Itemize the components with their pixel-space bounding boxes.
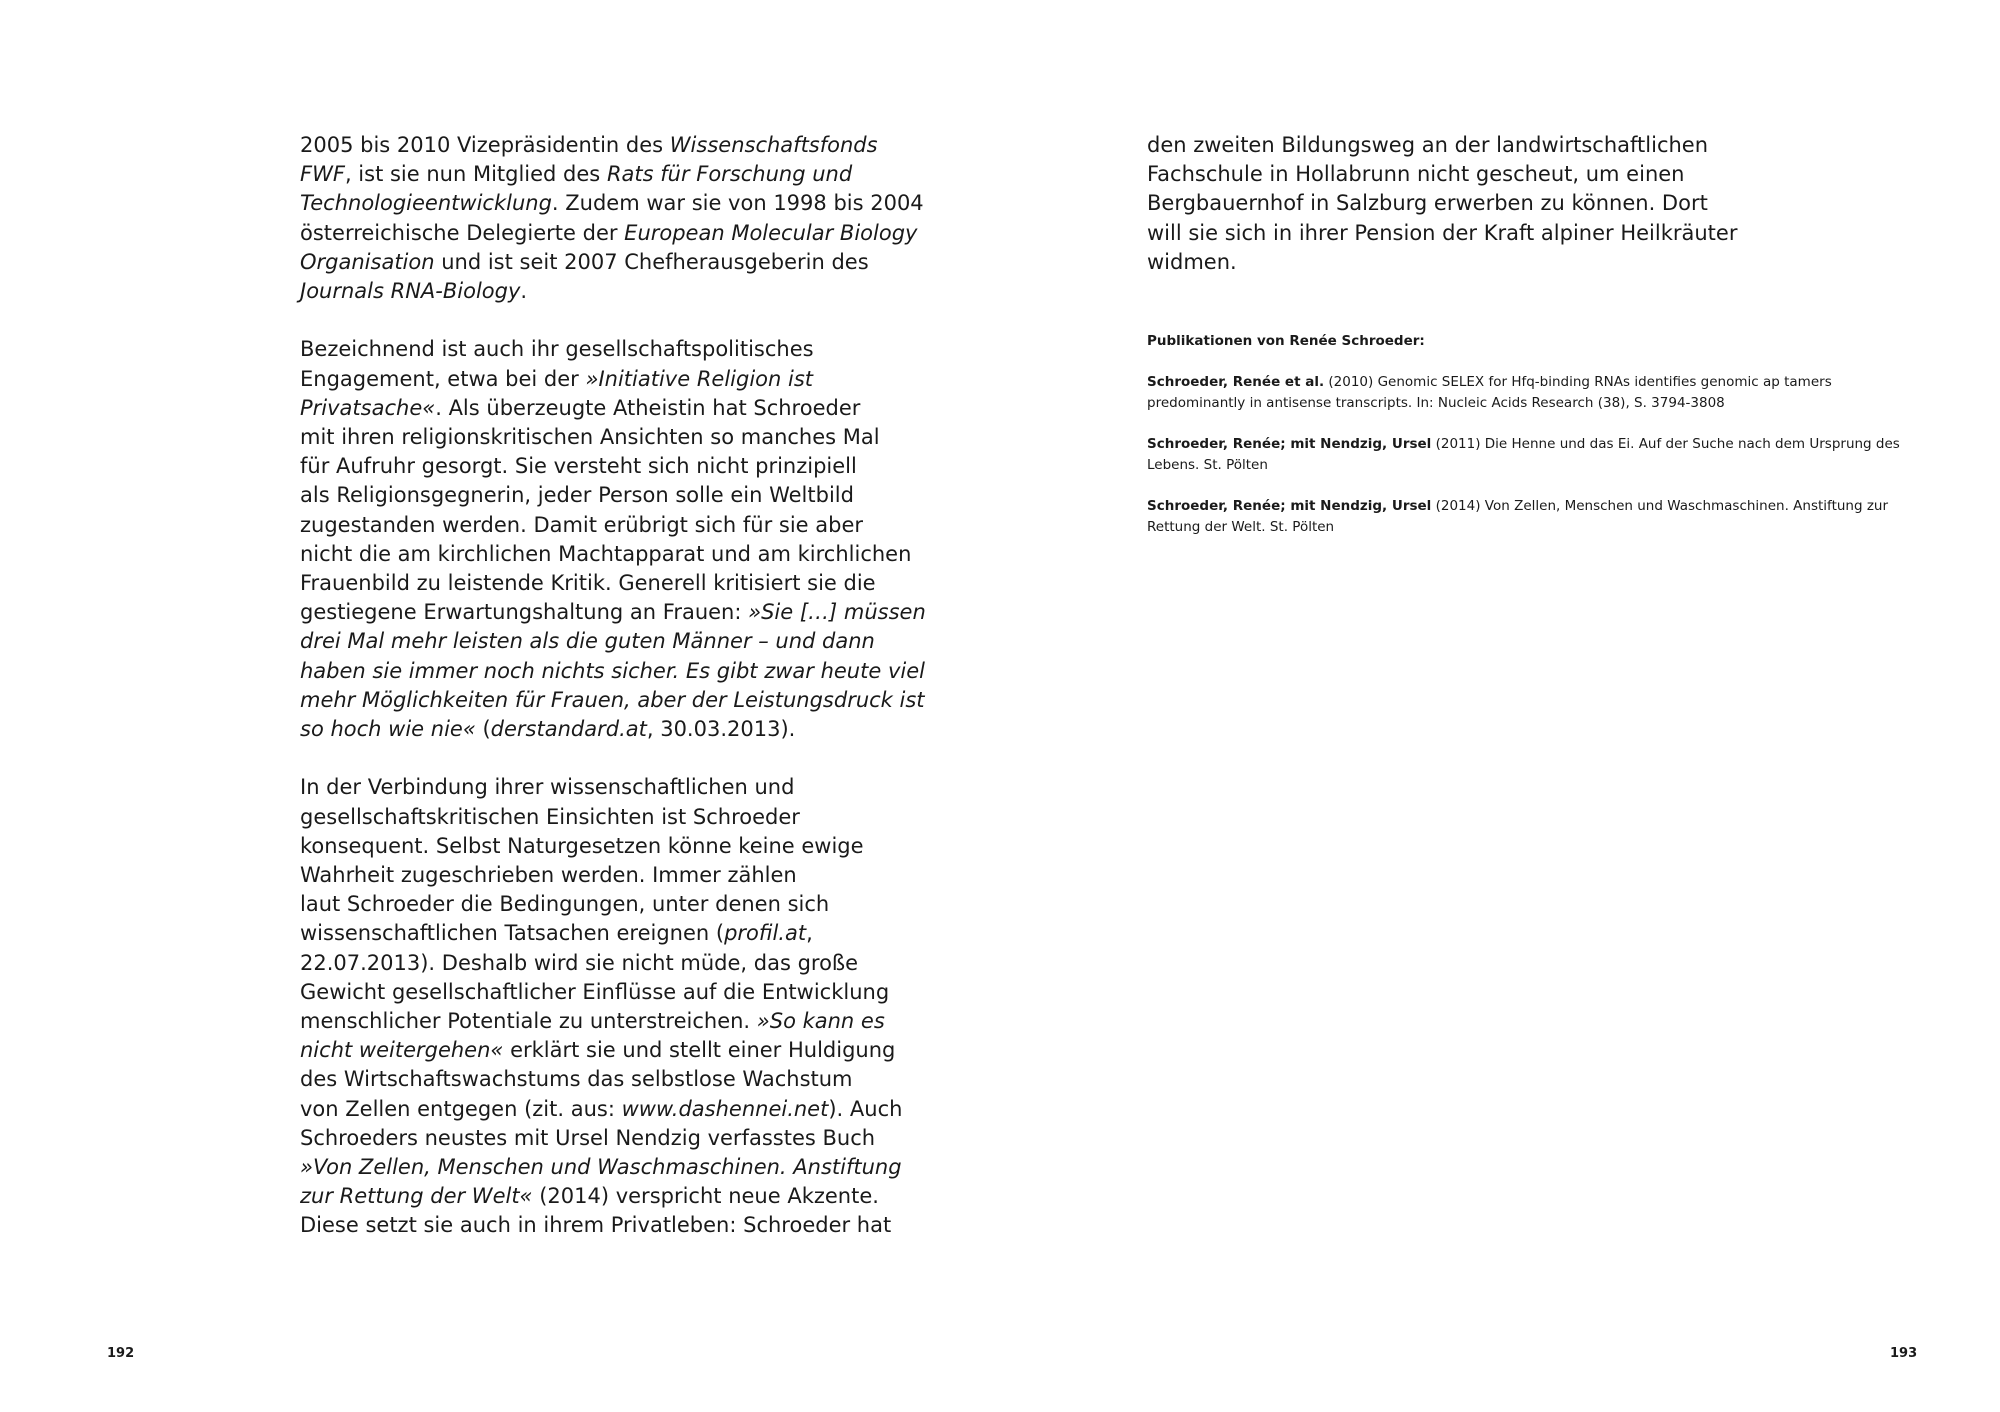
text-span: Engagement, etwa bei der [300, 366, 586, 391]
italic-text: zur Rettung der Welt« [300, 1184, 533, 1209]
text-span: 2005 bis 2010 Vizepräsidentin des [300, 133, 670, 157]
text-line [300, 861, 880, 890]
text-span: nicht die am kirchlichen Machtapparat und am kirchlichen [300, 541, 912, 566]
left-paragraph [300, 131, 924, 306]
italic-text: Technologieentwicklung [300, 191, 552, 216]
publication-details: (2010) Genomic SELEX for Hfq-binding RNAs identifies genomic ap tamers predominantly in antisense transcripts. In: Nucleic Acids Research (38), S. 3794-3808 [1147, 374, 1832, 411]
page-number-left: 192 [107, 1346, 135, 1361]
text-line [300, 919, 880, 948]
text-line [300, 1182, 880, 1211]
text-line [300, 131, 880, 160]
italic-text: FWF [300, 162, 345, 187]
italic-text: European Molecular Biology [624, 220, 918, 245]
text-span: gestiegene Erwartungshaltung an Frauen: [300, 600, 749, 625]
text-line [300, 715, 880, 744]
text-span: Bergbauernhof in Salzburg erwerben zu können. Dort [1147, 191, 1708, 216]
text-span: Diese setzt sie auch in ihrem Privatleben: Schroeder hat [300, 1213, 892, 1238]
text-line [300, 452, 880, 481]
publication-details: (2011) Die Henne und das Ei. Auf der Suche nach dem Ursprung des Lebens. St. Pölten [1147, 436, 1900, 473]
italic-text: »So kann es [756, 1009, 885, 1034]
text-span: und ist seit 2007 Chefherausgeberin des [434, 249, 869, 274]
publication-details: (2014) Von Zellen, Menschen und Waschmaschinen. Anstiftung zur Rettung der Welt. St. Pölten [1147, 498, 1889, 535]
italic-text: »Sie […] müssen [748, 600, 926, 625]
text-span: als Religionsgegnerin, jeder Person solle ein Weltbild [300, 483, 854, 508]
text-line [1147, 189, 1727, 218]
text-line [300, 1065, 880, 1094]
text-line [300, 627, 880, 656]
text-line [300, 481, 880, 510]
italic-text: www.dashennei.net [621, 1096, 829, 1121]
text-line [300, 832, 880, 861]
page-number-right: 193 [1890, 1346, 1918, 1361]
text-line [300, 189, 924, 218]
text-line [300, 248, 880, 277]
left-body-text [300, 131, 926, 1270]
text-span: laut Schroeder die Bedingungen, unter denen sich [300, 892, 830, 917]
italic-text: mehr Möglichkeiten für Frauen, aber der Leistungsdruck ist [300, 687, 925, 712]
text-line [300, 394, 880, 423]
text-line [1147, 219, 1738, 248]
text-line [300, 1007, 885, 1036]
text-line [300, 1095, 903, 1124]
text-line [300, 540, 912, 569]
text-line [300, 277, 880, 306]
italic-text: Wissenschaftsfonds [669, 133, 878, 157]
text-span: widmen. [1147, 249, 1237, 274]
italic-text: nicht weitergehen« [300, 1038, 504, 1063]
text-span: . Zudem war sie von 1998 bis 2004 [551, 191, 924, 216]
text-span: In der Verbindung ihrer wissenschaftlichen und [300, 775, 795, 800]
italic-text: »Initiative Religion ist [585, 366, 814, 391]
text-span: Fachschule in Hollabrunn nicht gescheut, um einen [1147, 162, 1685, 187]
text-span: erklärt sie und stellt einer Huldigung [503, 1038, 896, 1063]
text-line [300, 423, 880, 452]
publication-authors: Schroeder, Renée; mit Nendzig, Ursel [1147, 498, 1432, 514]
text-span: Frauenbild zu leistende Kritik. Generell kritisiert sie die [300, 571, 876, 596]
text-span: Schroeders neustes mit Ursel Nendzig verfasstes Buch [300, 1125, 876, 1150]
text-line [300, 335, 880, 364]
text-span: den zweiten Bildungsweg an der landwirtschaftlichen [1147, 133, 1709, 157]
text-span: für Aufruhr gesorgt. Sie versteht sich nicht prinzipiell [300, 454, 857, 479]
text-span: , ist sie nun Mitglied des [344, 162, 607, 187]
text-line [300, 1036, 896, 1065]
text-span: , [806, 921, 813, 946]
text-span: 22.07.2013). Deshalb wird sie nicht müde, das große [300, 950, 859, 975]
text-span: wissenschaftlichen Tatsachen ereignen ( [300, 921, 725, 946]
publications-list [1147, 372, 1912, 558]
text-line [300, 569, 880, 598]
italic-text: so hoch wie nie« [300, 717, 476, 742]
italic-text: drei Mal mehr leisten als die guten Männer – und dann [300, 629, 875, 654]
text-span: ( [475, 717, 491, 742]
text-line [1147, 160, 1727, 189]
text-line [300, 978, 890, 1007]
text-span: will sie sich in ihrer Pension der Kraft alpiner Heilkräuter [1147, 220, 1738, 245]
text-span: mit ihren religionskritischen Ansichten so manches Mal [300, 425, 880, 450]
text-line [1147, 131, 1727, 160]
text-span: österreichische Delegierte der [300, 220, 625, 245]
right-body-text [1147, 131, 1738, 306]
text-line [300, 1153, 902, 1182]
text-span: ). Auch [828, 1096, 903, 1121]
left-paragraph [300, 335, 926, 744]
italic-text: derstandard.at [490, 717, 647, 742]
left-paragraph [300, 773, 903, 1240]
text-span: , 30.03.2013). [646, 717, 796, 742]
text-line [300, 803, 880, 832]
italic-text: Rats für Forschung und [606, 162, 853, 187]
text-span: Gewicht gesellschaftlicher Einflüsse auf die Entwicklung [300, 979, 890, 1004]
text-line [300, 773, 880, 802]
text-line [300, 365, 880, 394]
italic-text: Privatsache« [300, 395, 436, 420]
italic-text: Journals RNA-Biology [300, 279, 521, 304]
text-line [300, 890, 880, 919]
publications-heading: Publikationen von Renée Schroeder: [1147, 333, 1425, 349]
text-span: Wahrheit zugeschrieben werden. Immer zählen [300, 863, 797, 888]
text-line [300, 949, 880, 978]
text-span: zugestanden werden. Damit erübrigt sich für sie aber [300, 512, 864, 537]
right-page [1000, 0, 2000, 1412]
italic-text: profil.at [724, 921, 807, 946]
text-line [300, 686, 925, 715]
text-line [300, 657, 925, 686]
text-line [300, 1211, 892, 1240]
right-paragraph [1147, 131, 1738, 277]
text-span: menschlicher Potentiale zu unterstreichen. [300, 1009, 757, 1034]
text-span: konsequent. Selbst Naturgesetzen könne keine ewige [300, 833, 864, 858]
publication-authors: Schroeder, Renée; mit Nendzig, Ursel [1147, 436, 1432, 452]
text-line [300, 598, 926, 627]
publication-entry [1147, 434, 1912, 475]
text-span: des Wirtschaftswachstums das selbstlose Wachstum [300, 1067, 853, 1092]
italic-text: Organisation [300, 249, 435, 274]
text-line [300, 1124, 880, 1153]
publication-authors: Schroeder, Renée et al. [1147, 374, 1325, 390]
text-span: . Als überzeugte Atheistin hat Schroeder [435, 395, 861, 420]
text-span: gesellschaftskritischen Einsichten ist Schroeder [300, 804, 800, 829]
text-line [1147, 248, 1727, 277]
italic-text: haben sie immer noch nichts sicher. Es gibt zwar heute viel [300, 658, 925, 683]
text-line [300, 511, 880, 540]
text-line [300, 160, 880, 189]
text-span: Bezeichnend ist auch ihr gesellschaftspolitisches [300, 337, 814, 362]
text-span: (2014) verspricht neue Akzente. [532, 1184, 879, 1209]
italic-text: »Von Zellen, Menschen und Waschmaschinen. Anstiftung [300, 1155, 902, 1180]
text-span: . [520, 279, 528, 304]
text-line [300, 219, 918, 248]
publication-entry [1147, 372, 1912, 413]
text-span: von Zellen entgegen (zit. aus: [300, 1096, 622, 1121]
publication-entry [1147, 496, 1912, 537]
